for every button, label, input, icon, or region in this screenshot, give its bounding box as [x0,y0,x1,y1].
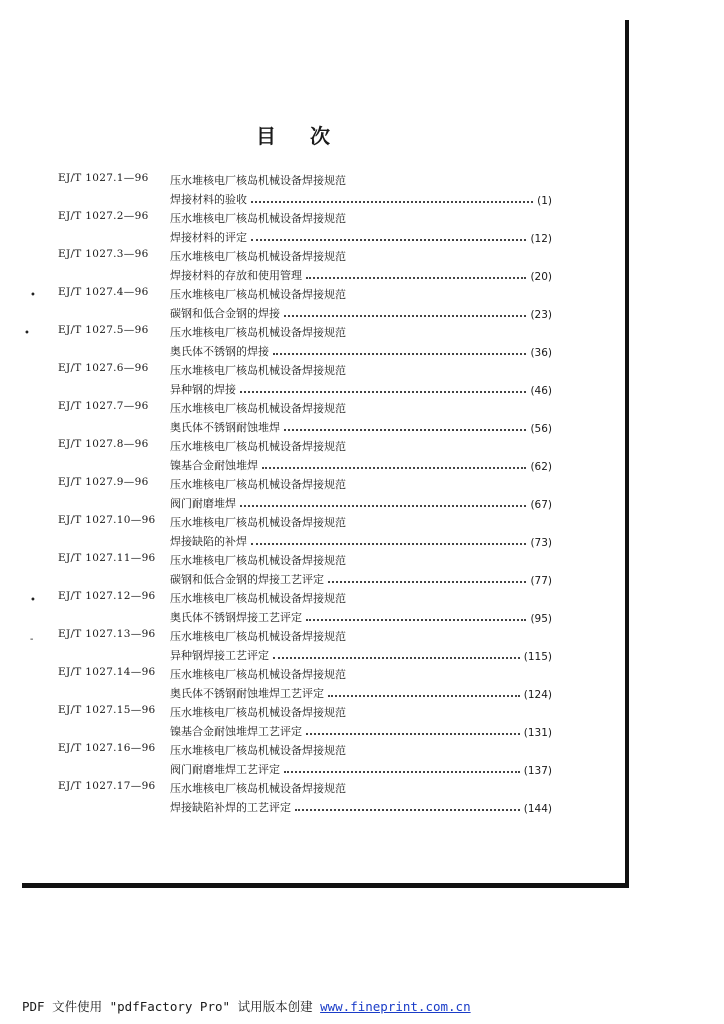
subtitle-line [170,571,552,587]
dot-leader [273,657,520,659]
dot-leader [306,733,520,735]
standard-code: EJ/T 1027.4—96 [58,286,149,298]
dot-leader [262,467,526,469]
dot-leader [284,771,520,773]
standard-code: EJ/T 1027.16—96 [58,742,156,754]
page-number: (73) [530,537,552,549]
series-title: 压水堆核电厂核岛机械设备焊接规范 [170,326,346,339]
dot-leader [328,695,520,697]
toc-entry[interactable] [0,324,620,362]
subtitle-line [170,457,552,473]
standard-code: EJ/T 1027.15—96 [58,704,156,716]
series-title: 压水堆核电厂核岛机械设备焊接规范 [170,212,346,225]
page-number: (115) [523,651,552,663]
part-subtitle: 焊接缺陷补焊的工艺评定 [170,801,291,814]
standard-code: EJ/T 1027.17—96 [58,780,156,792]
subtitle-line [170,343,552,359]
toc-title [0,120,620,149]
part-subtitle: 镍基合金耐蚀堆焊工艺评定 [170,725,302,738]
toc-entry[interactable] [0,742,620,780]
page-number: (20) [530,271,552,283]
subtitle-line [170,381,552,397]
footer-prefix: PDF 文件使用 "pdfFactory Pro" 试用版本创建 [22,999,321,1014]
standard-code: EJ/T 1027.11—96 [58,552,156,564]
subtitle-line [170,419,552,435]
scan-speck: - [30,634,34,645]
standard-code: EJ/T 1027.7—96 [58,400,149,412]
part-subtitle: 焊接材料的评定 [170,231,247,244]
part-subtitle: 碳钢和低合金钢的焊接工艺评定 [170,573,324,586]
dot-leader [240,391,526,393]
series-title: 压水堆核电厂核岛机械设备焊接规范 [170,440,346,453]
dot-leader [284,315,526,317]
dot-leader [306,619,526,621]
page-number: (95) [530,613,552,625]
part-subtitle: 异种钢的焊接 [170,383,236,396]
series-title: 压水堆核电厂核岛机械设备焊接规范 [170,516,346,529]
standard-code: EJ/T 1027.12—96 [58,590,156,602]
series-title: 压水堆核电厂核岛机械设备焊接规范 [170,592,346,605]
dot-leader [251,239,526,241]
part-subtitle: 焊接缺陷的补焊 [170,535,247,548]
part-subtitle: 阀门耐磨堆焊 [170,497,236,510]
toc-entry[interactable] [0,210,620,248]
page-border-bottom [22,883,629,888]
subtitle-line [170,267,552,283]
subtitle-line [170,191,552,207]
page-number: (131) [523,727,552,739]
part-subtitle: 阀门耐磨堆焊工艺评定 [170,763,280,776]
toc-entry[interactable] [0,590,620,628]
standard-code: EJ/T 1027.8—96 [58,438,149,450]
standard-code: EJ/T 1027.5—96 [58,324,149,336]
page-number: (36) [530,347,552,359]
series-title: 压水堆核电厂核岛机械设备焊接规范 [170,744,346,757]
standard-code: EJ/T 1027.6—96 [58,362,149,374]
dot-leader [273,353,526,355]
dot-leader [295,809,520,811]
dot-leader [251,201,533,203]
page-border-right [625,20,629,888]
part-subtitle: 奥氏体不锈钢焊接工艺评定 [170,611,302,624]
subtitle-line [170,533,552,549]
subtitle-line [170,647,552,663]
scan-speck: • [30,290,36,301]
subtitle-line [170,761,552,777]
standard-code: EJ/T 1027.14—96 [58,666,156,678]
series-title: 压水堆核电厂核岛机械设备焊接规范 [170,250,346,263]
series-title: 压水堆核电厂核岛机械设备焊接规范 [170,630,346,643]
page-number: (137) [523,765,552,777]
toc-entry[interactable] [0,362,620,400]
series-title: 压水堆核电厂核岛机械设备焊接规范 [170,782,346,795]
dot-leader [328,581,526,583]
scan-speck: • [30,595,36,606]
page-number: (23) [530,309,552,321]
toc-entry[interactable] [0,514,620,552]
part-subtitle: 异种钢焊接工艺评定 [170,649,269,662]
toc-entry[interactable] [0,704,620,742]
subtitle-line [170,609,552,625]
page-number: (62) [530,461,552,473]
dot-leader [240,505,526,507]
series-title: 压水堆核电厂核岛机械设备焊接规范 [170,478,346,491]
page-number: (144) [523,803,552,815]
subtitle-line [170,799,552,815]
subtitle-line [170,685,552,701]
series-title: 压水堆核电厂核岛机械设备焊接规范 [170,174,346,187]
toc-entry[interactable] [0,628,620,666]
toc-entry[interactable] [0,286,620,324]
series-title: 压水堆核电厂核岛机械设备焊接规范 [170,706,346,719]
page-number: (124) [523,689,552,701]
part-subtitle: 镍基合金耐蚀堆焊 [170,459,258,472]
series-title: 压水堆核电厂核岛机械设备焊接规范 [170,364,346,377]
toc-entry[interactable] [0,552,620,590]
subtitle-line [170,305,552,321]
part-subtitle: 奥氏体不锈钢耐蚀堆焊工艺评定 [170,687,324,700]
dot-leader [251,543,526,545]
toc-entry[interactable] [0,780,620,818]
toc-title-char-2: 次 [310,124,364,148]
dot-leader [284,429,526,431]
page-number: (1) [537,195,552,207]
series-title: 压水堆核电厂核岛机械设备焊接规范 [170,554,346,567]
standard-code: EJ/T 1027.13—96 [58,628,156,640]
page-number: (77) [530,575,552,587]
series-title: 压水堆核电厂核岛机械设备焊接规范 [170,288,346,301]
toc-entry[interactable] [0,476,620,514]
standard-code: EJ/T 1027.3—96 [58,248,149,260]
part-subtitle: 奥氏体不锈钢耐蚀堆焊 [170,421,280,434]
toc-entry[interactable] [0,438,620,476]
standard-code: EJ/T 1027.9—96 [58,476,149,488]
standard-code: EJ/T 1027.1—96 [58,172,149,184]
page-number: (46) [530,385,552,397]
series-title: 压水堆核电厂核岛机械设备焊接规范 [170,402,346,415]
subtitle-line [170,495,552,511]
toc-entry[interactable] [0,248,620,286]
pdf-footer [22,997,471,1015]
toc-entry[interactable] [0,666,620,704]
subtitle-line [170,723,552,739]
page-number: (12) [530,233,552,245]
standard-code: EJ/T 1027.2—96 [58,210,149,222]
subtitle-line [170,229,552,245]
footer-link[interactable]: www.fineprint.com.cn [320,999,471,1014]
toc-title-char-1: 目 [256,124,310,148]
part-subtitle: 奥氏体不锈钢的焊接 [170,345,269,358]
toc-entry[interactable] [0,172,620,210]
part-subtitle: 焊接材料的验收 [170,193,247,206]
scan-speck: • [24,328,30,339]
part-subtitle: 焊接材料的存放和使用管理 [170,269,302,282]
dot-leader [306,277,526,279]
part-subtitle: 碳钢和低合金钢的焊接 [170,307,280,320]
page-number: (67) [530,499,552,511]
standard-code: EJ/T 1027.10—96 [58,514,156,526]
series-title: 压水堆核电厂核岛机械设备焊接规范 [170,668,346,681]
toc-entry[interactable] [0,400,620,438]
page-number: (56) [530,423,552,435]
